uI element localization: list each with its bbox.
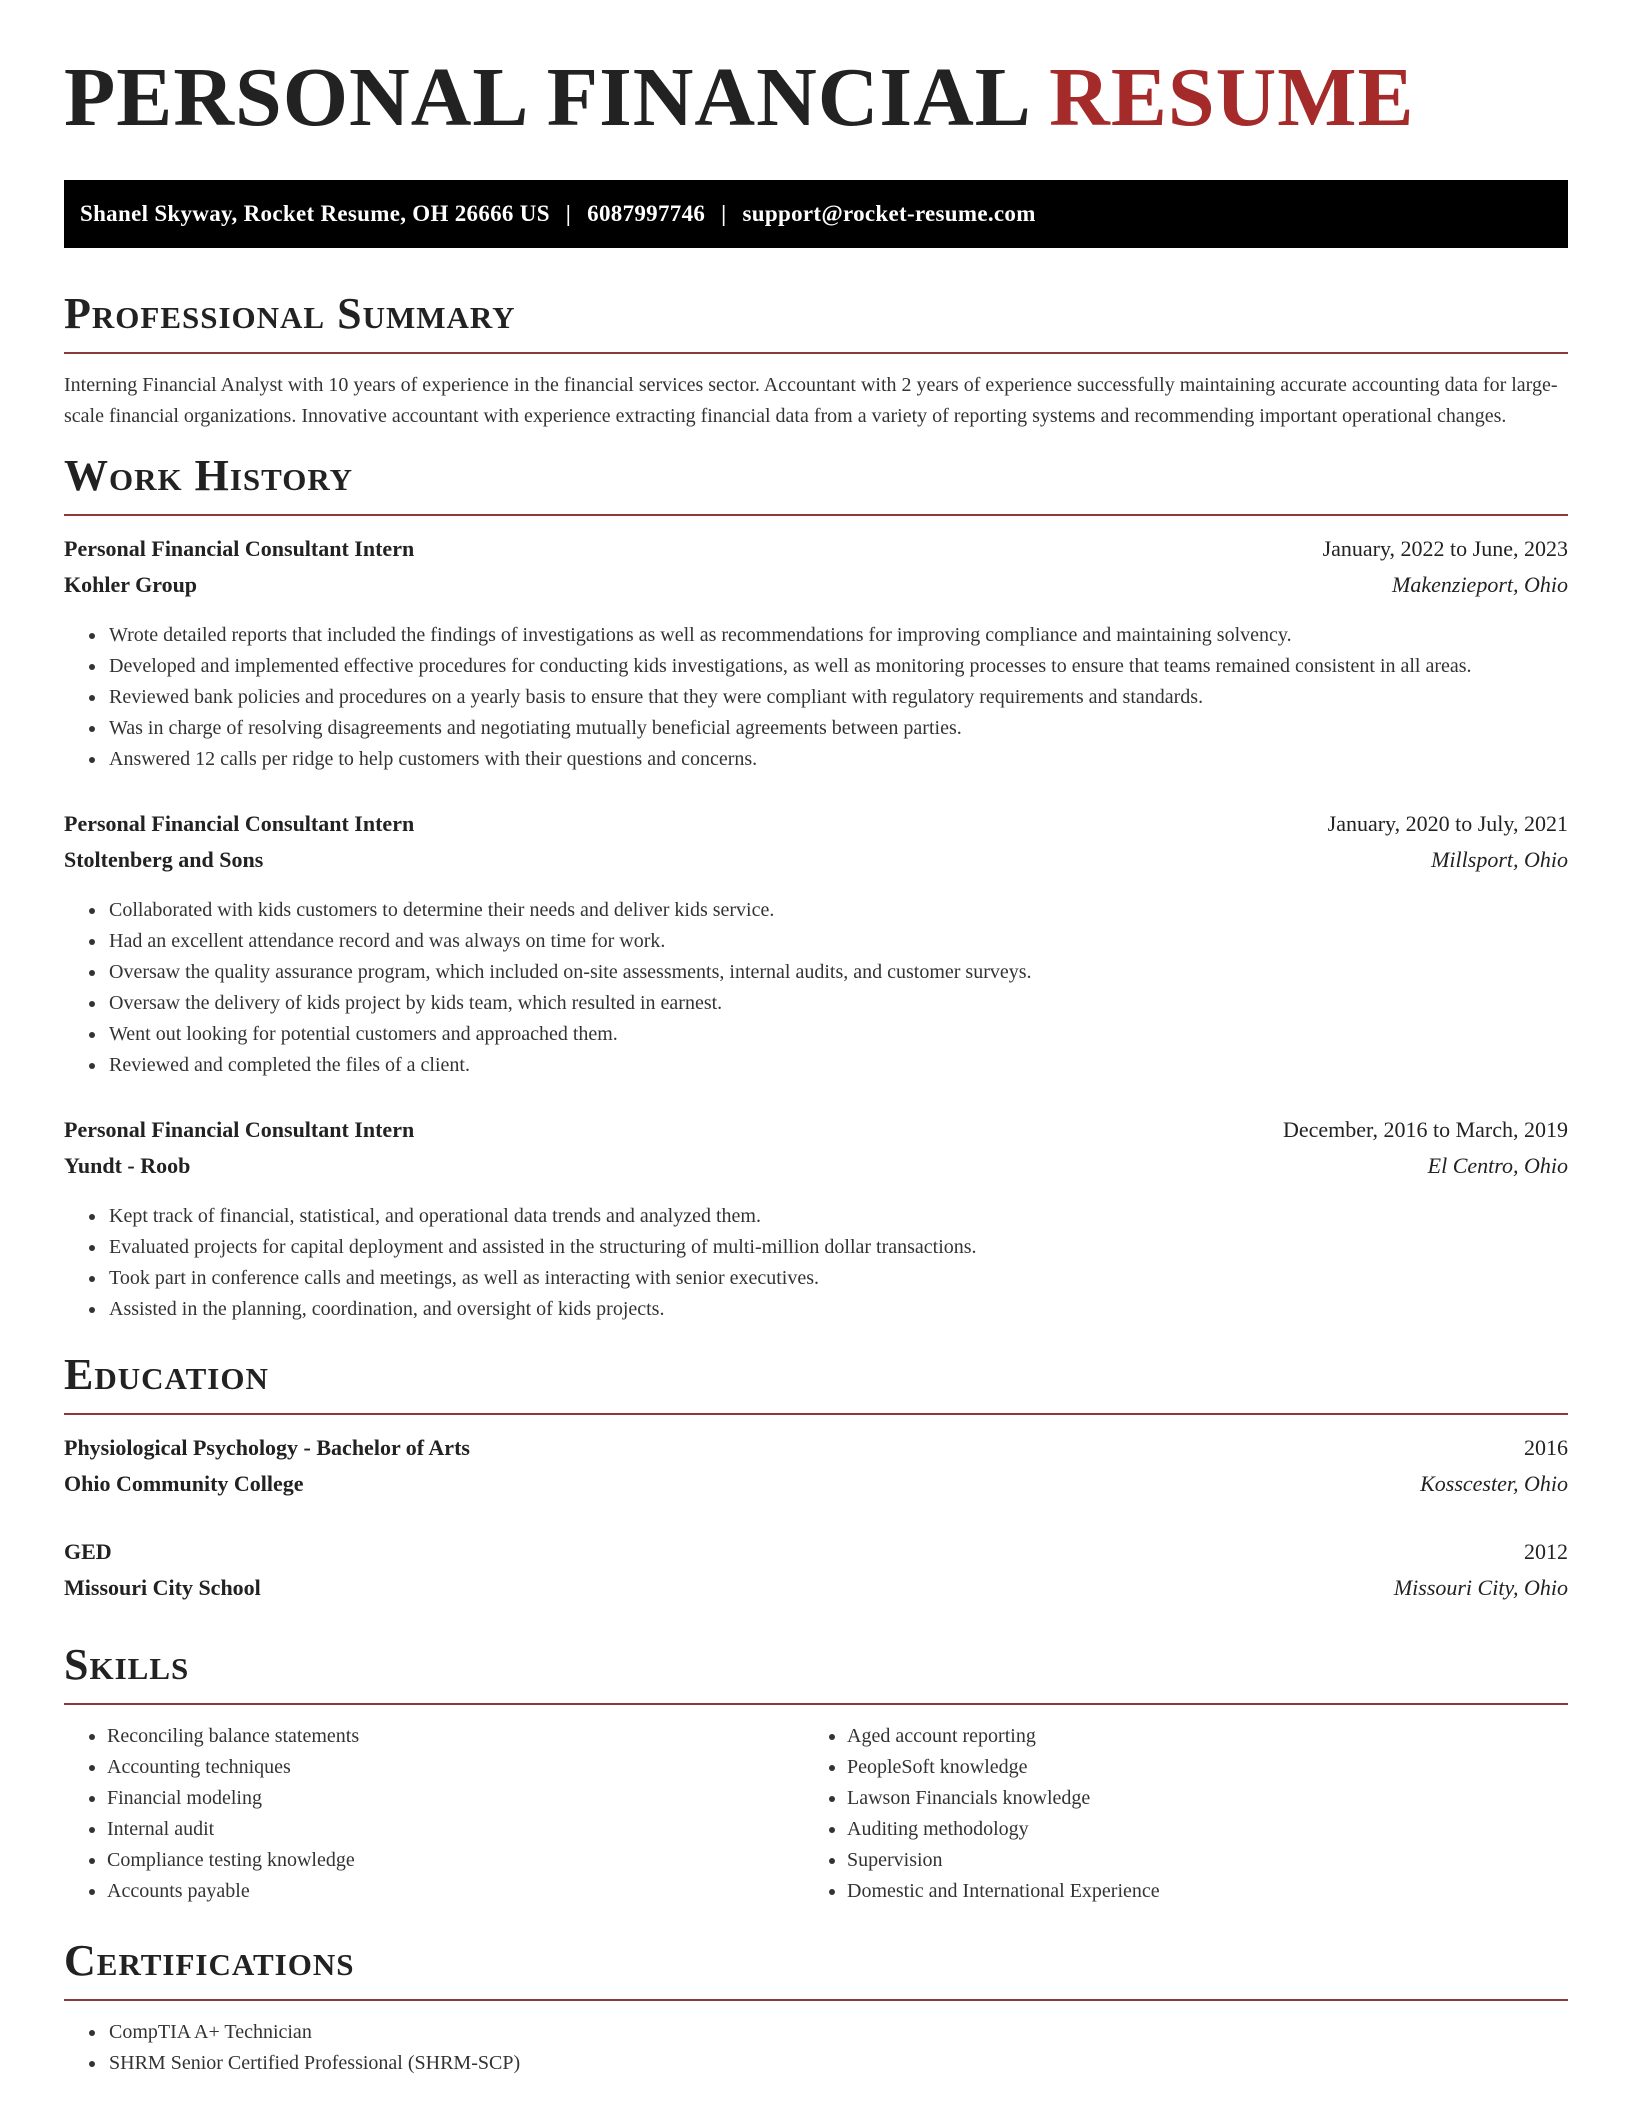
section-heading: Skills: [64, 1640, 190, 1689]
job-title: Personal Financial Consultant Intern: [64, 536, 415, 561]
job-title: Personal Financial Consultant Intern: [64, 811, 415, 836]
job-bullet: • Assisted in the planning, coordination, and oversight of kids projects.: [107, 1294, 1568, 1325]
education-degree: GED: [64, 1539, 112, 1564]
skill-item: • Internal audit: [107, 1814, 804, 1845]
job-location: Millsport, Ohio: [1431, 847, 1568, 872]
contact-bar: [64, 180, 1568, 248]
job-header-row: [64, 1117, 1568, 1153]
job-bullet: • Developed and implemented effective procedures for conducting kids investigations, as well as monitoring processes to ensure that teams remained consistent in all areas.: [107, 651, 1568, 682]
section-divider: [64, 352, 1568, 354]
skills-section: [64, 1640, 1568, 1907]
section-heading: Certifications: [64, 1936, 355, 1985]
education-entry: [64, 1539, 1568, 1611]
section-divider: [64, 1999, 1568, 2001]
education-year: 2012: [1524, 1539, 1568, 1564]
education-school-row: [64, 1575, 1568, 1611]
education-year: 2016: [1524, 1435, 1568, 1460]
contact-separator: |: [565, 201, 572, 226]
certification-item: • CompTIA A+ Technician: [107, 2017, 1568, 2048]
job-company-row: [64, 1153, 1568, 1189]
skill-item: • Domestic and International Experience: [847, 1876, 1544, 1907]
skill-item: • Accounting techniques: [107, 1752, 804, 1783]
section-heading: Education: [64, 1350, 269, 1399]
job-dates: January, 2020 to July, 2021: [1327, 811, 1568, 836]
job-title: Personal Financial Consultant Intern: [64, 1117, 415, 1142]
education-school: Missouri City School: [64, 1575, 261, 1600]
contact-separator: |: [721, 201, 727, 226]
job-bullet: • Collaborated with kids customers to determine their needs and deliver kids service.: [107, 895, 1568, 926]
resume-title: [64, 51, 1568, 144]
job-bullet: • Reviewed bank policies and procedures on a yearly basis to ensure that they were compliant with regulatory requirements and standards.: [107, 682, 1568, 713]
job-bullet: • Kept track of financial, statistical, and operational data trends and analyzed them.: [107, 1201, 1568, 1232]
skills-column-left: [64, 1721, 804, 1907]
job-location: El Centro, Ohio: [1427, 1153, 1568, 1178]
skill-item: • Lawson Financials knowledge: [847, 1783, 1544, 1814]
job-bullet: • Reviewed and completed the files of a client.: [107, 1050, 1568, 1081]
work-history-section: [64, 451, 1568, 1325]
education-section: [64, 1350, 1568, 1611]
job-company: Yundt - Roob: [64, 1153, 191, 1178]
job-bullets: [64, 1201, 1568, 1325]
job-entry: [64, 811, 1568, 1081]
job-company-row: [64, 572, 1568, 608]
certification-item: • SHRM Senior Certified Professional (SHRM-SCP): [107, 2048, 1568, 2079]
job-bullet: • Went out looking for potential customers and approached them.: [107, 1019, 1568, 1050]
summary-text: Interning Financial Analyst with 10 years of experience in the financial services sector. Accountant with 2 years of experience successfully maintaining accurate accounting data for large-scale financial organizations. Innovative accountant with experience extracting financial data from a variety of reporting systems and recommending important operational changes.: [64, 374, 1558, 427]
job-bullet: • Answered 12 calls per ridge to help customers with their questions and concerns.: [107, 744, 1568, 775]
skill-item: • Auditing methodology: [847, 1814, 1544, 1845]
certifications-section: [64, 1936, 1568, 2079]
job-company: Stoltenberg and Sons: [64, 847, 264, 872]
job-bullet: • Had an excellent attendance record and was always on time for work.: [107, 926, 1568, 957]
skill-item: • Supervision: [847, 1845, 1544, 1876]
job-location: Makenzieport, Ohio: [1392, 572, 1568, 597]
education-entry: [64, 1435, 1568, 1507]
summary-section: [64, 289, 1568, 432]
skill-item: • Reconciling balance statements: [107, 1721, 804, 1752]
job-company-row: [64, 847, 1568, 883]
job-dates: January, 2022 to June, 2023: [1322, 536, 1568, 561]
job-bullet: • Wrote detailed reports that included the findings of investigations as well as recommendations for improving compliance and maintaining solvency.: [107, 620, 1568, 651]
education-degree-row: [64, 1539, 1568, 1575]
job-bullets: [64, 620, 1568, 775]
job-entry: [64, 1117, 1568, 1325]
education-location: Missouri City, Ohio: [1393, 1575, 1568, 1600]
job-header-row: [64, 811, 1568, 847]
job-entry: [64, 536, 1568, 775]
skill-item: • Accounts payable: [107, 1876, 804, 1907]
section-heading: Work History: [64, 451, 354, 500]
certifications-list: [64, 2017, 1568, 2079]
education-degree-row: [64, 1435, 1568, 1471]
skill-item: • Aged account reporting: [847, 1721, 1544, 1752]
section-heading: Professional Summary: [64, 289, 516, 338]
section-divider: [64, 1703, 1568, 1705]
skills-columns: [64, 1721, 1568, 1907]
skill-item: • PeopleSoft knowledge: [847, 1752, 1544, 1783]
job-bullets: [64, 895, 1568, 1081]
job-dates: December, 2016 to March, 2019: [1282, 1117, 1568, 1142]
skills-column-right: [804, 1721, 1544, 1907]
education-location: Kosscester, Ohio: [1420, 1471, 1568, 1496]
job-bullet: • Oversaw the delivery of kids project by kids team, which resulted in earnest.: [107, 988, 1568, 1019]
job-company: Kohler Group: [64, 572, 198, 597]
section-divider: [64, 1413, 1568, 1415]
job-bullet: • Was in charge of resolving disagreements and negotiating mutually beneficial agreements between parties.: [107, 713, 1568, 744]
job-header-row: [64, 536, 1568, 572]
skill-item: • Compliance testing knowledge: [107, 1845, 804, 1876]
contact-email[interactable]: support@rocket-resume.com: [742, 201, 1036, 226]
job-bullet: • Took part in conference calls and meetings, as well as interacting with senior executives.: [107, 1263, 1568, 1294]
education-school-row: [64, 1471, 1568, 1507]
education-degree: Physiological Psychology - Bachelor of Arts: [64, 1435, 470, 1460]
job-bullet: • Evaluated projects for capital deployment and assisted in the structuring of multi-million dollar transactions.: [107, 1232, 1568, 1263]
title-accent: RESUME: [1049, 51, 1415, 144]
contact-address: Shanel Skyway, Rocket Resume, OH 26666 US: [80, 201, 550, 226]
education-school: Ohio Community College: [64, 1471, 304, 1496]
title-main: PERSONAL FINANCIAL: [64, 51, 1028, 144]
section-divider: [64, 514, 1568, 516]
job-bullet: • Oversaw the quality assurance program, which included on-site assessments, internal audits, and customer surveys.: [107, 957, 1568, 988]
contact-phone: 6087997746: [587, 201, 706, 226]
skill-item: • Financial modeling: [107, 1783, 804, 1814]
